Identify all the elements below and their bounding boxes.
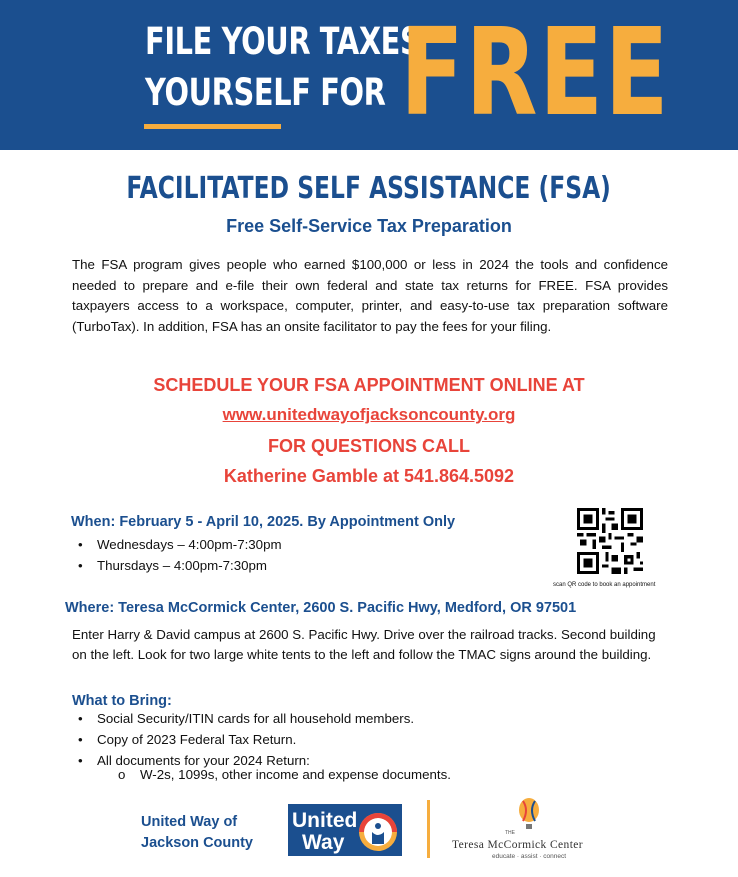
banner-line-1: FILE YOUR TAXES (145, 20, 421, 63)
list-item: • Thursdays – 4:00pm-7:30pm (78, 558, 267, 573)
bring-heading: What to Bring: (72, 693, 172, 709)
when-heading: When: February 5 - April 10, 2025. By Appointment Only (71, 514, 456, 530)
header-banner (0, 0, 738, 150)
sub-list-item: o W-2s, 1099s, other income and expense documents. (118, 767, 451, 782)
tmac-balloon-logo (512, 797, 546, 831)
list-item: • Social Security/ITIN cards for all household members. (78, 711, 415, 726)
intro-paragraph: The FSA program gives people who earned $100,000 or less in 2024 the tools and confidence needed to prepare and e-file their own federal and state tax returns for FREE. FSA provides taxpayers access to a workspace, computer, printer, and easy-to-use tax preparation software (TurboTax). In addition, FSA has an onsite facilitator to pay the fees for your filing. (72, 257, 668, 334)
contact-line: Katherine Gamble at 541.864.5092 (223, 466, 515, 486)
where-heading: Where: Teresa McCormick Center, 2600 S. Pacific Hwy, Medford, OR 97501 (65, 600, 577, 616)
banner-line-2: YOURSELF FOR (145, 71, 386, 114)
list-item: • Wednesdays – 4:00pm-7:30pm (78, 537, 282, 552)
qr-code[interactable] (577, 508, 643, 574)
footer-divider (427, 800, 430, 858)
svg-text:Way: Way (302, 831, 345, 854)
schedule-link[interactable]: www.unitedwayofjacksoncounty.org (222, 405, 516, 424)
questions-heading: FOR QUESTIONS CALL (268, 436, 470, 456)
schedule-heading: SCHEDULE YOUR FSA APPOINTMENT ONLINE AT (153, 375, 585, 395)
svg-text:United: United (292, 809, 358, 832)
list-item: • Copy of 2023 Federal Tax Return. (78, 732, 297, 747)
banner-free-word: FREE (400, 4, 671, 143)
tmac-name: Teresa McCormick Center (452, 839, 584, 851)
tmac-tagline: educate · assist · connect (492, 853, 567, 860)
when-list (78, 534, 282, 576)
list-item: • All documents for your 2024 Return: (78, 753, 310, 768)
qr-caption: scan QR code to book an appointment (553, 582, 656, 588)
org-name: United Way of Jackson County (141, 814, 253, 851)
tmac-the-label: THE (505, 830, 515, 836)
page-subtitle: Free Self-Service Tax Preparation (226, 216, 512, 236)
page-title: FACILITATED SELF ASSISTANCE (FSA) (126, 171, 612, 206)
banner-underline (144, 124, 281, 129)
directions-text: Enter Harry & David campus at 2600 S. Pacific Hwy. Drive over the railroad tracks. Second building on the left. Look for two large white tents to the left and follow the TMAC signs around the building. (72, 627, 656, 662)
bring-list (78, 708, 414, 771)
